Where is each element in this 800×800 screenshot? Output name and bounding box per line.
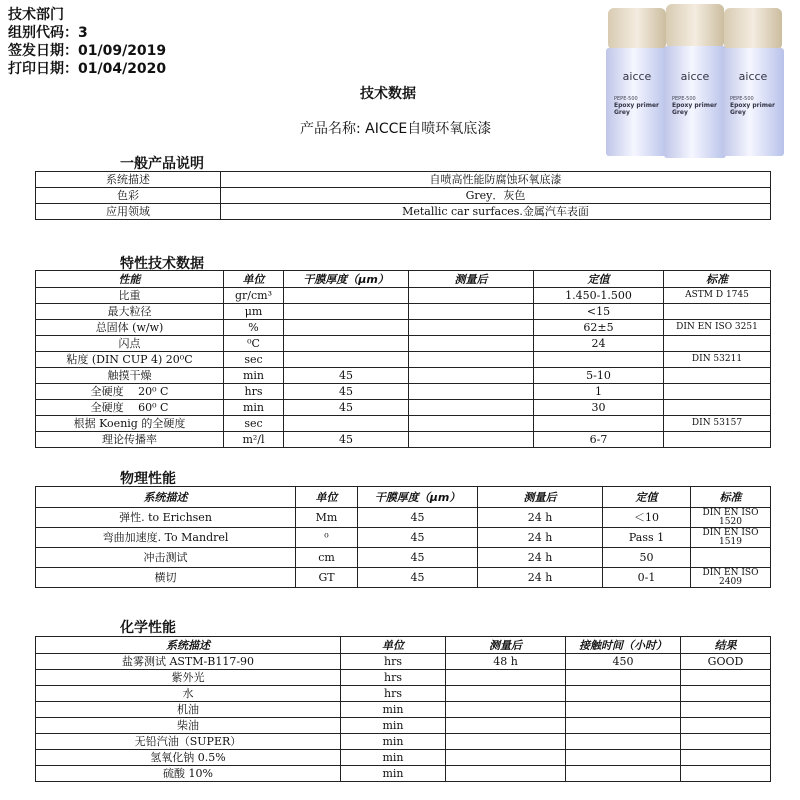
group-code: 组别代码：3 bbox=[8, 25, 88, 41]
tech-cell: 45 bbox=[284, 368, 409, 384]
table-row bbox=[36, 320, 771, 336]
physical-header-cell: 单位 bbox=[296, 487, 358, 508]
svg-text:Epoxy primer: Epoxy primer bbox=[614, 102, 659, 109]
tech-cell: 理论传播率 bbox=[36, 432, 224, 448]
svg-text:PEPE-500: PEPE-500 bbox=[730, 96, 754, 102]
physical-cell: DIN EN ISO 1519 bbox=[691, 528, 771, 548]
chemical-cell bbox=[681, 702, 771, 718]
svg-text:aicce: aicce bbox=[680, 70, 710, 83]
chemical-cell bbox=[681, 686, 771, 702]
table-row bbox=[36, 288, 771, 304]
chemical-cell: hrs bbox=[341, 686, 446, 702]
physical-cell: 24 h bbox=[478, 528, 603, 548]
chemical-cell bbox=[566, 702, 681, 718]
tech-cell: 62±5 bbox=[534, 320, 664, 336]
physical-cell: 24 h bbox=[478, 508, 603, 528]
tech-cell bbox=[409, 400, 534, 416]
tech-cell bbox=[664, 304, 771, 320]
physical-cell: cm bbox=[296, 548, 358, 568]
chemical-cell bbox=[446, 670, 566, 686]
table-row bbox=[36, 384, 771, 400]
table-row bbox=[36, 568, 771, 588]
tech-cell: 粘度 (DIN CUP 4) 20⁰C bbox=[36, 352, 224, 368]
physical-cell: Mm bbox=[296, 508, 358, 528]
tech-header-cell: 标准 bbox=[664, 271, 771, 288]
chemical-cell: min bbox=[341, 702, 446, 718]
tech-cell: <15 bbox=[534, 304, 664, 320]
tech-cell bbox=[409, 368, 534, 384]
tech-cell: 比重 bbox=[36, 288, 224, 304]
spray-can-left bbox=[606, 8, 668, 156]
chemical-header-cell: 接触时间（小时） bbox=[566, 637, 681, 654]
general-label-cell: 色彩 bbox=[36, 188, 221, 204]
physical-cell: 横切 bbox=[36, 568, 296, 588]
tech-cell bbox=[664, 400, 771, 416]
table-row bbox=[36, 528, 771, 548]
chemical-cell bbox=[566, 734, 681, 750]
tech-cell bbox=[534, 352, 664, 368]
physical-header-cell: 定值 bbox=[603, 487, 691, 508]
tech-cell bbox=[409, 416, 534, 432]
svg-text:Grey: Grey bbox=[614, 109, 630, 116]
physical-header-cell: 标准 bbox=[691, 487, 771, 508]
chemical-cell: 机油 bbox=[36, 702, 341, 718]
table-row bbox=[36, 352, 771, 368]
physical-cell: 0-1 bbox=[603, 568, 691, 588]
tech-cell: μm bbox=[224, 304, 284, 320]
tech-cell bbox=[409, 352, 534, 368]
tech-cell: 总固体 (w/w) bbox=[36, 320, 224, 336]
tech-cell: 最大粒径 bbox=[36, 304, 224, 320]
tech-cell bbox=[284, 288, 409, 304]
chemical-cell: GOOD bbox=[681, 654, 771, 670]
document-header bbox=[8, 6, 166, 78]
tech-cell: DIN 53211 bbox=[664, 352, 771, 368]
tech-cell: 45 bbox=[284, 384, 409, 400]
physical-cell: 45 bbox=[358, 528, 478, 548]
tech-header-cell: 定值 bbox=[534, 271, 664, 288]
tech-cell: ⁰C bbox=[224, 336, 284, 352]
tech-cell: 6-7 bbox=[534, 432, 664, 448]
chemical-cell bbox=[446, 702, 566, 718]
physical-cell: DIN EN ISO 2409 bbox=[691, 568, 771, 588]
tech-cell: hrs bbox=[224, 384, 284, 400]
chemical-cell bbox=[446, 718, 566, 734]
chemical-cell bbox=[446, 766, 566, 782]
chemical-cell: 紫外光 bbox=[36, 670, 341, 686]
physical-cell: 24 h bbox=[478, 568, 603, 588]
chemical-cell bbox=[566, 686, 681, 702]
physical-header-cell: 干膜厚度（μm） bbox=[358, 487, 478, 508]
tech-cell bbox=[664, 432, 771, 448]
chemical-cell: 无铅汽油（SUPER） bbox=[36, 734, 341, 750]
table-row bbox=[36, 204, 771, 220]
tech-cell bbox=[409, 304, 534, 320]
tech-cell: min bbox=[224, 400, 284, 416]
physical-cell: 24 h bbox=[478, 548, 603, 568]
tech-cell bbox=[409, 288, 534, 304]
tech-cell: 根据 Koenig 的全硬度 bbox=[36, 416, 224, 432]
product-image bbox=[600, 0, 790, 160]
svg-text:aicce: aicce bbox=[622, 70, 652, 83]
physical-table bbox=[35, 486, 771, 588]
physical-cell: 45 bbox=[358, 548, 478, 568]
chemical-cell: hrs bbox=[341, 654, 446, 670]
chemical-header-cell: 测量后 bbox=[446, 637, 566, 654]
physical-section-title: 物理性能 bbox=[120, 471, 176, 487]
chemical-cell bbox=[681, 734, 771, 750]
table-row bbox=[36, 654, 771, 670]
general-label-cell: 应用领域 bbox=[36, 204, 221, 220]
general-value-cell: 自喷高性能防腐蚀环氧底漆 bbox=[221, 172, 771, 188]
physical-cell: Pass 1 bbox=[603, 528, 691, 548]
table-row bbox=[36, 368, 771, 384]
tech-cell: 全硬度 20⁰ C bbox=[36, 384, 224, 400]
tech-cell bbox=[664, 336, 771, 352]
tech-cell: 45 bbox=[284, 400, 409, 416]
tech-cell bbox=[284, 416, 409, 432]
svg-text:Grey: Grey bbox=[672, 109, 688, 116]
chemical-cell: hrs bbox=[341, 670, 446, 686]
tech-cell bbox=[409, 384, 534, 400]
tech-cell: DIN 53157 bbox=[664, 416, 771, 432]
tech-cell: 1.450-1.500 bbox=[534, 288, 664, 304]
table-row bbox=[36, 702, 771, 718]
physical-cell: DIN EN ISO 1520 bbox=[691, 508, 771, 528]
tech-section-title: 特性技术数据 bbox=[120, 256, 204, 272]
table-row bbox=[36, 686, 771, 702]
chemical-cell bbox=[566, 670, 681, 686]
spray-can-right bbox=[722, 8, 784, 156]
table-row bbox=[36, 670, 771, 686]
tech-cell bbox=[284, 304, 409, 320]
physical-cell: 冲击测试 bbox=[36, 548, 296, 568]
table-row bbox=[36, 766, 771, 782]
table-row bbox=[36, 400, 771, 416]
tech-header-cell: 单位 bbox=[224, 271, 284, 288]
tech-header-cell: 性能 bbox=[36, 271, 224, 288]
physical-cell: ⁰ bbox=[296, 528, 358, 548]
tech-cell: 24 bbox=[534, 336, 664, 352]
chemical-cell bbox=[566, 766, 681, 782]
table-row bbox=[36, 172, 771, 188]
tech-cell bbox=[664, 368, 771, 384]
chemical-cell bbox=[566, 750, 681, 766]
physical-cell: GT bbox=[296, 568, 358, 588]
product-name: 产品名称: AICCE自喷环氧底漆 bbox=[300, 121, 492, 137]
spray-can-middle bbox=[664, 4, 726, 158]
chemical-cell bbox=[446, 750, 566, 766]
tech-cell bbox=[409, 336, 534, 352]
chemical-cell bbox=[681, 718, 771, 734]
tech-cell: sec bbox=[224, 416, 284, 432]
print-date: 打印日期：01/04/2020 bbox=[8, 61, 167, 77]
table-row bbox=[36, 734, 771, 750]
tech-cell: 触摸干燥 bbox=[36, 368, 224, 384]
tech-cell bbox=[534, 416, 664, 432]
general-table bbox=[35, 171, 771, 220]
tech-cell bbox=[284, 320, 409, 336]
chemical-header-cell: 系统描述 bbox=[36, 637, 341, 654]
document-title: 技术数据 bbox=[360, 86, 416, 102]
tech-cell bbox=[284, 336, 409, 352]
issue-date: 签发日期：01/09/2019 bbox=[8, 43, 167, 59]
tech-cell: 45 bbox=[284, 432, 409, 448]
physical-cell: 弯曲加速度. To Mandrel bbox=[36, 528, 296, 548]
svg-text:aicce: aicce bbox=[738, 70, 768, 83]
svg-text:PEPE-500: PEPE-500 bbox=[614, 96, 638, 102]
table-row bbox=[36, 750, 771, 766]
tech-cell: 5-10 bbox=[534, 368, 664, 384]
chemical-cell bbox=[681, 670, 771, 686]
general-value-cell: Grey．灰色 bbox=[221, 188, 771, 204]
table-row bbox=[36, 304, 771, 320]
physical-cell bbox=[691, 548, 771, 568]
tech-cell: 30 bbox=[534, 400, 664, 416]
chemical-cell: 水 bbox=[36, 686, 341, 702]
table-row bbox=[36, 432, 771, 448]
chemical-cell bbox=[446, 686, 566, 702]
chemical-cell: min bbox=[341, 766, 446, 782]
tech-cell bbox=[409, 320, 534, 336]
tech-cell: 闪点 bbox=[36, 336, 224, 352]
chemical-cell: 硫酸 10% bbox=[36, 766, 341, 782]
table-row bbox=[36, 336, 771, 352]
tech-cell: sec bbox=[224, 352, 284, 368]
tech-cell bbox=[409, 432, 534, 448]
tech-cell bbox=[664, 384, 771, 400]
physical-cell: 弹性. to Erichsen bbox=[36, 508, 296, 528]
physical-cell: 50 bbox=[603, 548, 691, 568]
svg-text:Epoxy primer: Epoxy primer bbox=[730, 102, 775, 109]
tech-header-cell: 测量后 bbox=[409, 271, 534, 288]
chemical-cell bbox=[566, 718, 681, 734]
tech-cell: DIN EN ISO 3251 bbox=[664, 320, 771, 336]
general-section-title: 一般产品说明 bbox=[120, 156, 204, 172]
chemical-cell: 柴油 bbox=[36, 718, 341, 734]
physical-header-cell: 测量后 bbox=[478, 487, 603, 508]
table-row bbox=[36, 188, 771, 204]
tech-cell: min bbox=[224, 368, 284, 384]
department-label: 技术部门 bbox=[8, 7, 64, 23]
chemical-header-cell: 单位 bbox=[341, 637, 446, 654]
tech-header-cell: 干膜厚度（μm） bbox=[284, 271, 409, 288]
tech-cell: 全硬度 60⁰ C bbox=[36, 400, 224, 416]
table-row bbox=[36, 416, 771, 432]
chemical-header-cell: 结果 bbox=[681, 637, 771, 654]
tech-cell: gr/cm³ bbox=[224, 288, 284, 304]
chemical-cell: min bbox=[341, 734, 446, 750]
svg-text:Grey: Grey bbox=[730, 109, 746, 116]
tech-cell: m²/l bbox=[224, 432, 284, 448]
chemical-cell: min bbox=[341, 718, 446, 734]
chemical-cell: 48 h bbox=[446, 654, 566, 670]
general-label-cell: 系统描述 bbox=[36, 172, 221, 188]
tech-cell: % bbox=[224, 320, 284, 336]
tech-cell: 1 bbox=[534, 384, 664, 400]
table-row bbox=[36, 508, 771, 528]
chemical-cell: 氢氧化钠 0.5% bbox=[36, 750, 341, 766]
tech-table bbox=[35, 270, 771, 448]
tech-cell bbox=[284, 352, 409, 368]
physical-header-cell: 系统描述 bbox=[36, 487, 296, 508]
tech-cell: ASTM D 1745 bbox=[664, 288, 771, 304]
chemical-cell: 450 bbox=[566, 654, 681, 670]
chemical-table bbox=[35, 636, 771, 782]
table-row bbox=[36, 718, 771, 734]
physical-cell: 45 bbox=[358, 568, 478, 588]
chemical-cell: min bbox=[341, 750, 446, 766]
chemical-cell bbox=[681, 750, 771, 766]
table-row bbox=[36, 548, 771, 568]
svg-text:Epoxy primer: Epoxy primer bbox=[672, 102, 717, 109]
physical-cell: ＜10 bbox=[603, 508, 691, 528]
chemical-section-title: 化学性能 bbox=[120, 620, 176, 636]
chemical-cell bbox=[681, 766, 771, 782]
chemical-cell bbox=[446, 734, 566, 750]
svg-text:PEPE-500: PEPE-500 bbox=[672, 96, 696, 102]
physical-cell: 45 bbox=[358, 508, 478, 528]
general-value-cell: Metallic car surfaces.金属汽车表面 bbox=[221, 204, 771, 220]
chemical-cell: 盐雾测试 ASTM-B117-90 bbox=[36, 654, 341, 670]
